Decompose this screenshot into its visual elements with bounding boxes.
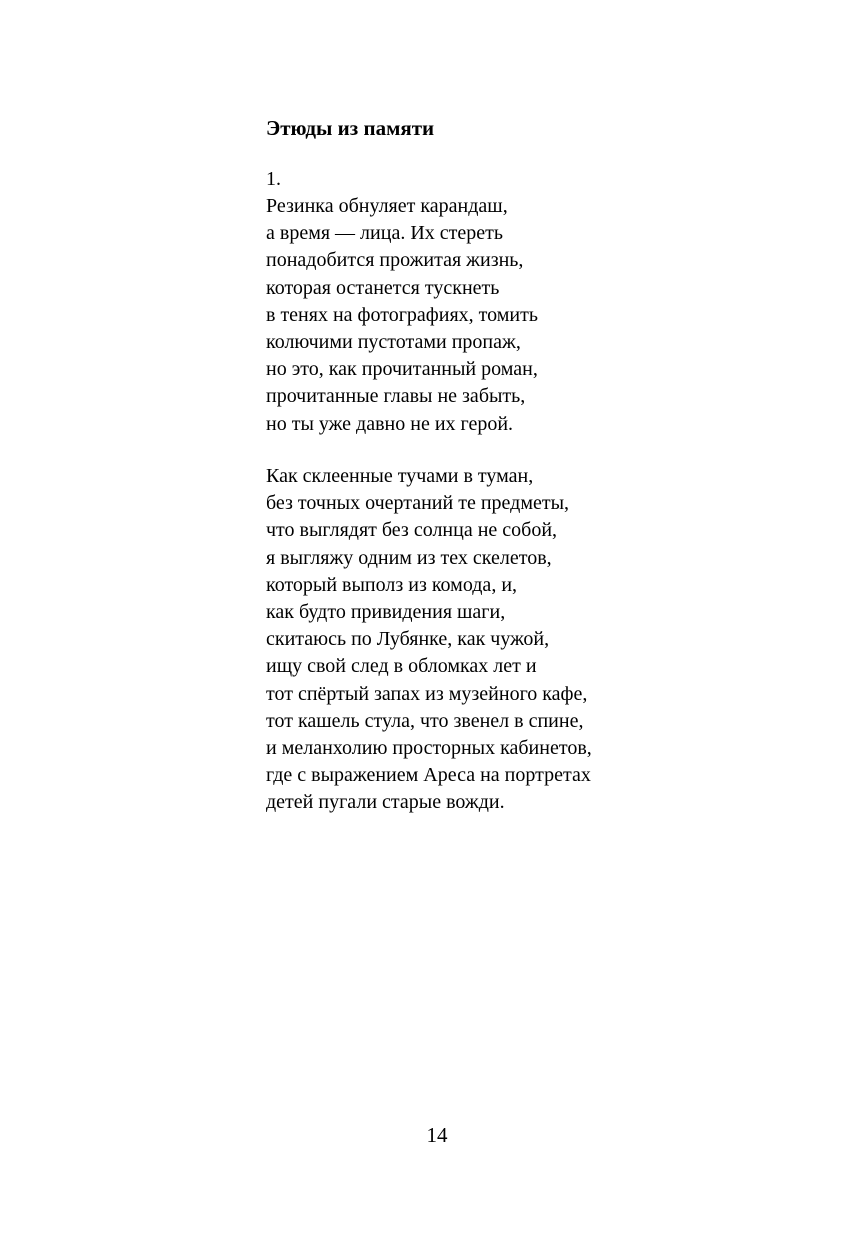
poem-line: в тенях на фотографиях, томить <box>266 303 538 326</box>
poem-title: Этюды из памяти <box>266 116 435 140</box>
poem-line: как будто привидения шаги, <box>266 601 506 624</box>
poem-line: тот спёртый запах из музейного кафе, <box>266 682 588 705</box>
poem-line: прочитанные главы не забыть, <box>266 385 526 408</box>
section-number: 1. <box>266 168 281 190</box>
poem-line: что выглядят без солнца не собой, <box>266 519 558 542</box>
stanza-2 <box>266 463 592 817</box>
poem-line: скитаюсь по Лубянке, как чужой, <box>266 628 550 651</box>
poem-line: которая останется тускнеть <box>266 276 500 299</box>
poem-line: колючими пустотами пропаж, <box>266 331 521 354</box>
poem-line: но это, как прочитанный роман, <box>266 358 538 381</box>
poem-line: но ты уже давно не их герой. <box>266 412 514 435</box>
poem-line: и меланхолию просторных кабинетов, <box>266 737 592 760</box>
poem-line: который выполз из комода, и, <box>266 573 518 596</box>
poem-line: тот кашель стула, что звенел в спине, <box>266 709 584 732</box>
poem-line: Как склеенные тучами в туман, <box>266 465 534 487</box>
poem-line: детей пугали старые вожди. <box>266 791 505 814</box>
poem-line: я выгляжу одним из тех скелетов, <box>266 546 552 569</box>
poem-line: ищу свой след в обломках лет и <box>266 655 537 678</box>
poem-line: где с выражением Ареса на портретах <box>266 764 591 787</box>
poem-line: Резинка обнуляет карандаш, <box>266 195 508 217</box>
poem-line: без точных очертаний те предметы, <box>266 492 570 515</box>
poem-line: понадобится прожитая жизнь, <box>266 249 524 272</box>
stanza-1 <box>266 193 538 438</box>
page-number: 14 <box>426 1123 448 1147</box>
poem-line: а время — лица. Их стереть <box>266 222 503 245</box>
